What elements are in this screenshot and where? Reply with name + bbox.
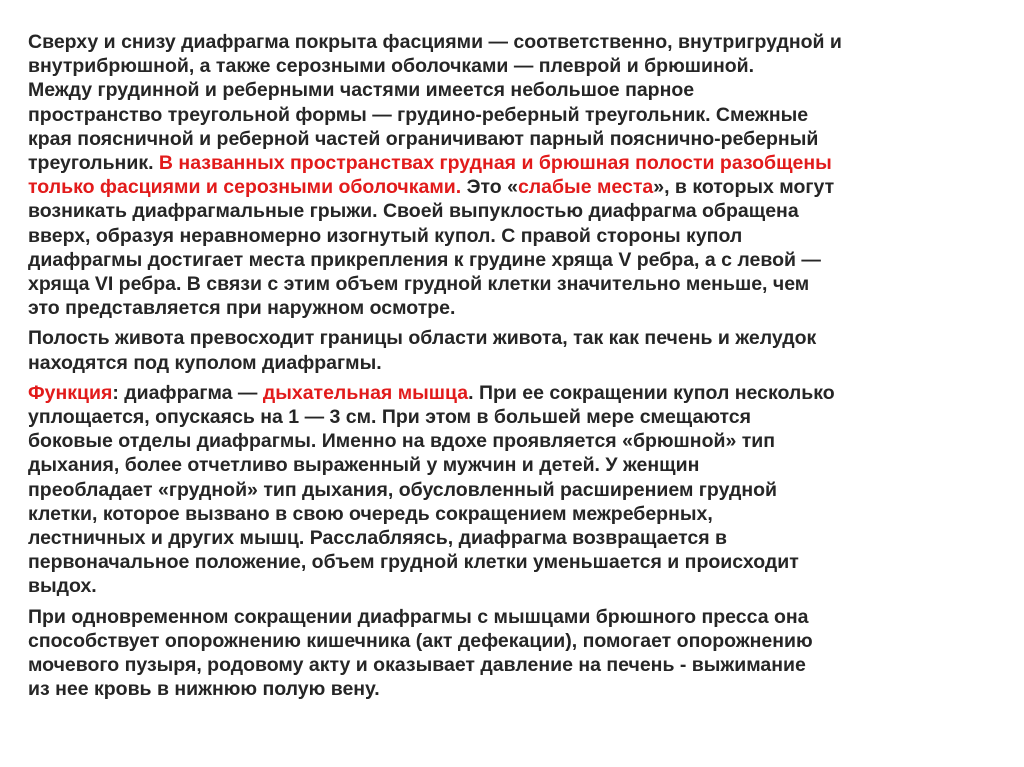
text-segment: Между грудинной и реберными частями имеется небольшое парное (28, 79, 695, 102)
text-segment: лестничных и других мышц. Расслабляясь, диафрагма возвращается в (28, 527, 728, 550)
highlighted-text: Функция (28, 381, 113, 404)
highlighted-text: дыхательная мышца (262, 381, 469, 404)
text-segment: клетки, которое вызвано в свою очередь сокращением межреберных, (28, 502, 713, 525)
text-line (28, 381, 1003, 405)
paragraph (28, 326, 1003, 374)
text-line (28, 54, 1003, 78)
highlighted-text: слабые места (517, 176, 654, 199)
text-segment: это представляется при наружном осмотре. (28, 297, 456, 320)
text-segment: : диафрагма — (112, 381, 263, 404)
text-segment: Это « (461, 176, 518, 199)
text-line (28, 605, 1003, 629)
text-segment: уплощается, опускаясь на 1 — 3 см. При этом в большей мере смещаются (28, 406, 752, 429)
text-line (28, 550, 1003, 574)
text-segment: вверх, образуя неравномерно изогнутый купол. С правой стороны купол (28, 224, 743, 247)
text-segment: При одновременном сокращении диафрагмы с мышцами брюшного пресса она (28, 605, 809, 628)
text-segment: выдох. (28, 575, 97, 598)
text-line (28, 224, 1003, 248)
text-segment: из нее кровь в нижнюю полую вену. (28, 678, 380, 701)
text-segment: диафрагмы достигает места прикрепления к грудине хряща V ребра, а с левой — (28, 248, 821, 271)
text-segment: находятся под куполом диафрагмы. (28, 351, 382, 374)
text-line (28, 351, 1003, 375)
highlighted-text: только фасциями и серозными оболочками. (28, 176, 462, 199)
text-line (28, 405, 1003, 429)
text-line (28, 175, 1003, 199)
text-segment: внутрибрюшной, а также серозными оболочками — плеврой и брюшиной. (28, 55, 755, 78)
text-segment: края поясничной и реберной частей ограничивают парный пояснично-реберный (28, 127, 819, 150)
text-line (28, 502, 1003, 526)
text-line (28, 429, 1003, 453)
text-line (28, 326, 1003, 350)
paragraph (28, 381, 1003, 599)
text-segment: хряща VI ребра. В связи с этим объем грудной клетки значительно меньше, чем (28, 273, 810, 296)
text-segment: треугольник. (28, 152, 159, 175)
text-line (28, 296, 1003, 320)
text-line (28, 151, 1003, 175)
text-line (28, 127, 1003, 151)
text-segment: Сверху и снизу диафрагма покрыта фасциями — соответственно, внутригрудной и (28, 31, 842, 53)
text-segment: Полость живота превосходит границы области живота, так как печень и желудок (28, 327, 817, 350)
text-line (28, 248, 1003, 272)
text-line (28, 653, 1003, 677)
text-segment: пространство треугольной формы — грудино-реберный треугольник. Смежные (28, 103, 809, 126)
text-line (28, 272, 1003, 296)
text-line (28, 574, 1003, 598)
paragraph (28, 605, 1003, 702)
text-segment: способствует опорожнению кишечника (акт дефекации), помогает опорожнению (28, 629, 813, 652)
text-line (28, 103, 1003, 127)
highlighted-text: В названных пространствах грудная и брюшная полости разобщены (158, 152, 832, 175)
paragraph (28, 30, 1003, 320)
text-segment: преобладает «грудной» тип дыхания, обусловленный расширением грудной (28, 478, 777, 501)
text-line (28, 453, 1003, 477)
text-segment: дыхания, более отчетливо выраженный у мужчин и детей. У женщин (28, 454, 700, 477)
text-line (28, 677, 1003, 701)
text-segment: первоначальное положение, объем грудной клетки уменьшается и происходит (28, 551, 799, 574)
text-segment: мочевого пузыря, родовому акту и оказывает давление на печень - выжимание (28, 654, 806, 677)
text-segment: возникать диафрагмальные грыжи. Своей выпуклостью диафрагма обращена (28, 200, 799, 223)
text-line (28, 199, 1003, 223)
text-line (28, 526, 1003, 550)
text-segment: », в которых могут (653, 176, 835, 199)
text-segment: боковые отделы диафрагмы. Именно на вдохе проявляется «брюшной» тип (28, 430, 776, 453)
text-line (28, 478, 1003, 502)
text-line (28, 30, 1003, 54)
text-segment: . При ее сокращении купол несколько (468, 381, 835, 404)
text-line (28, 629, 1003, 653)
slide-body-text (28, 30, 1003, 707)
text-line (28, 78, 1003, 102)
